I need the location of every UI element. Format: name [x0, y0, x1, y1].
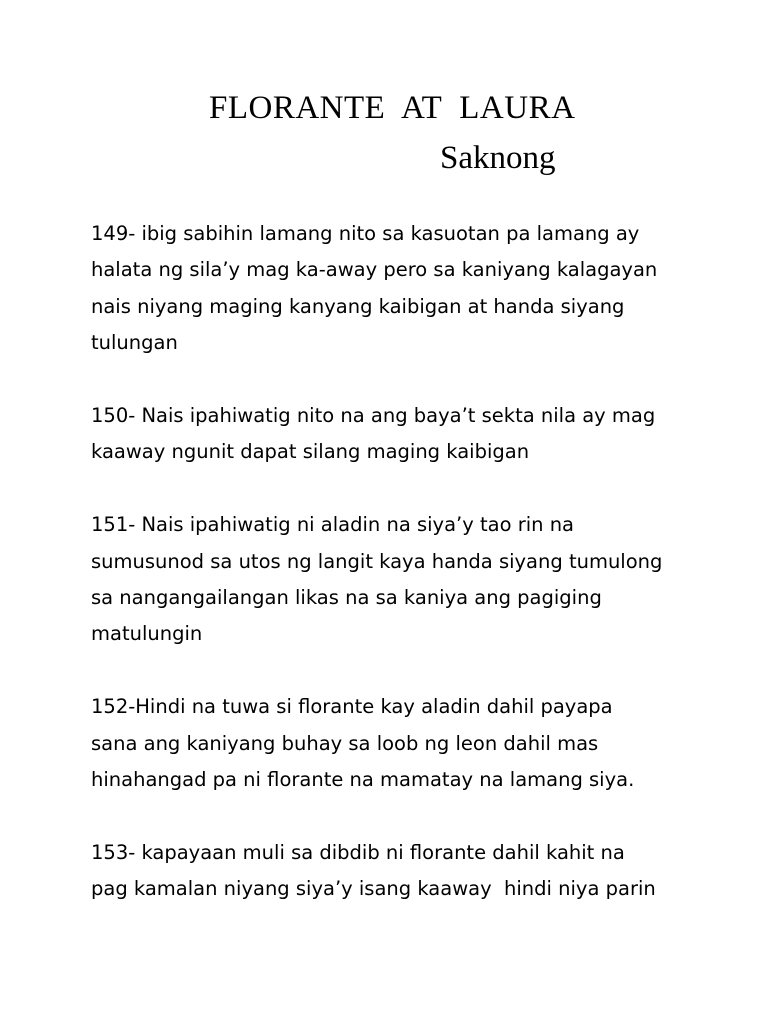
stanza-line: sa nangangailangan likas na sa kaniya ang pagiging [91, 586, 602, 610]
stanza-151 [91, 507, 711, 653]
stanza-line: 152-Hindi na tuwa si florante kay aladin dahil payapa [91, 695, 613, 719]
stanza-line: matulungin [91, 622, 203, 646]
stanza-line: sumusunod sa utos ng langit kaya handa siyang tumulong [91, 549, 663, 573]
stanza-149 [91, 216, 711, 362]
stanza-153 [91, 835, 711, 908]
stanza-line: pag kamalan niyang siya’y isang kaaway hindi niya parin [91, 877, 656, 901]
document-title: FLORANTE AT LAURA [209, 90, 576, 126]
stanza-line: halata ng sila’y mag ka-away pero sa kaniyang kalagayan [91, 258, 658, 282]
stanza-line: kaaway ngunit dapat silang maging kaibigan [91, 440, 530, 464]
stanza-line: 151- Nais ipahiwatig ni aladin na siya’y tao rin na [91, 513, 575, 537]
stanza-152 [91, 689, 711, 798]
stanza-line: 153- kapayaan muli sa dibdib ni florante dahil kahit na [91, 840, 625, 864]
stanza-line: tulungan [91, 331, 178, 355]
stanza-150 [91, 398, 711, 471]
stanza-line: 150- Nais ipahiwatig nito na ang baya’t sekta nila ay mag [91, 404, 656, 428]
stanza-line: nais niyang maging kanyang kaibigan at handa siyang [91, 294, 625, 318]
stanza-line: sana ang kaniyang buhay sa loob ng leon dahil mas [91, 731, 599, 755]
document-subtitle: Saknong [440, 140, 556, 176]
stanza-line: hinahangad pa ni florante na mamatay na lamang siya. [91, 768, 635, 792]
document-body [91, 216, 711, 944]
stanza-line: 149- ibig sabihin lamang nito sa kasuotan pa lamang ay [91, 222, 640, 245]
